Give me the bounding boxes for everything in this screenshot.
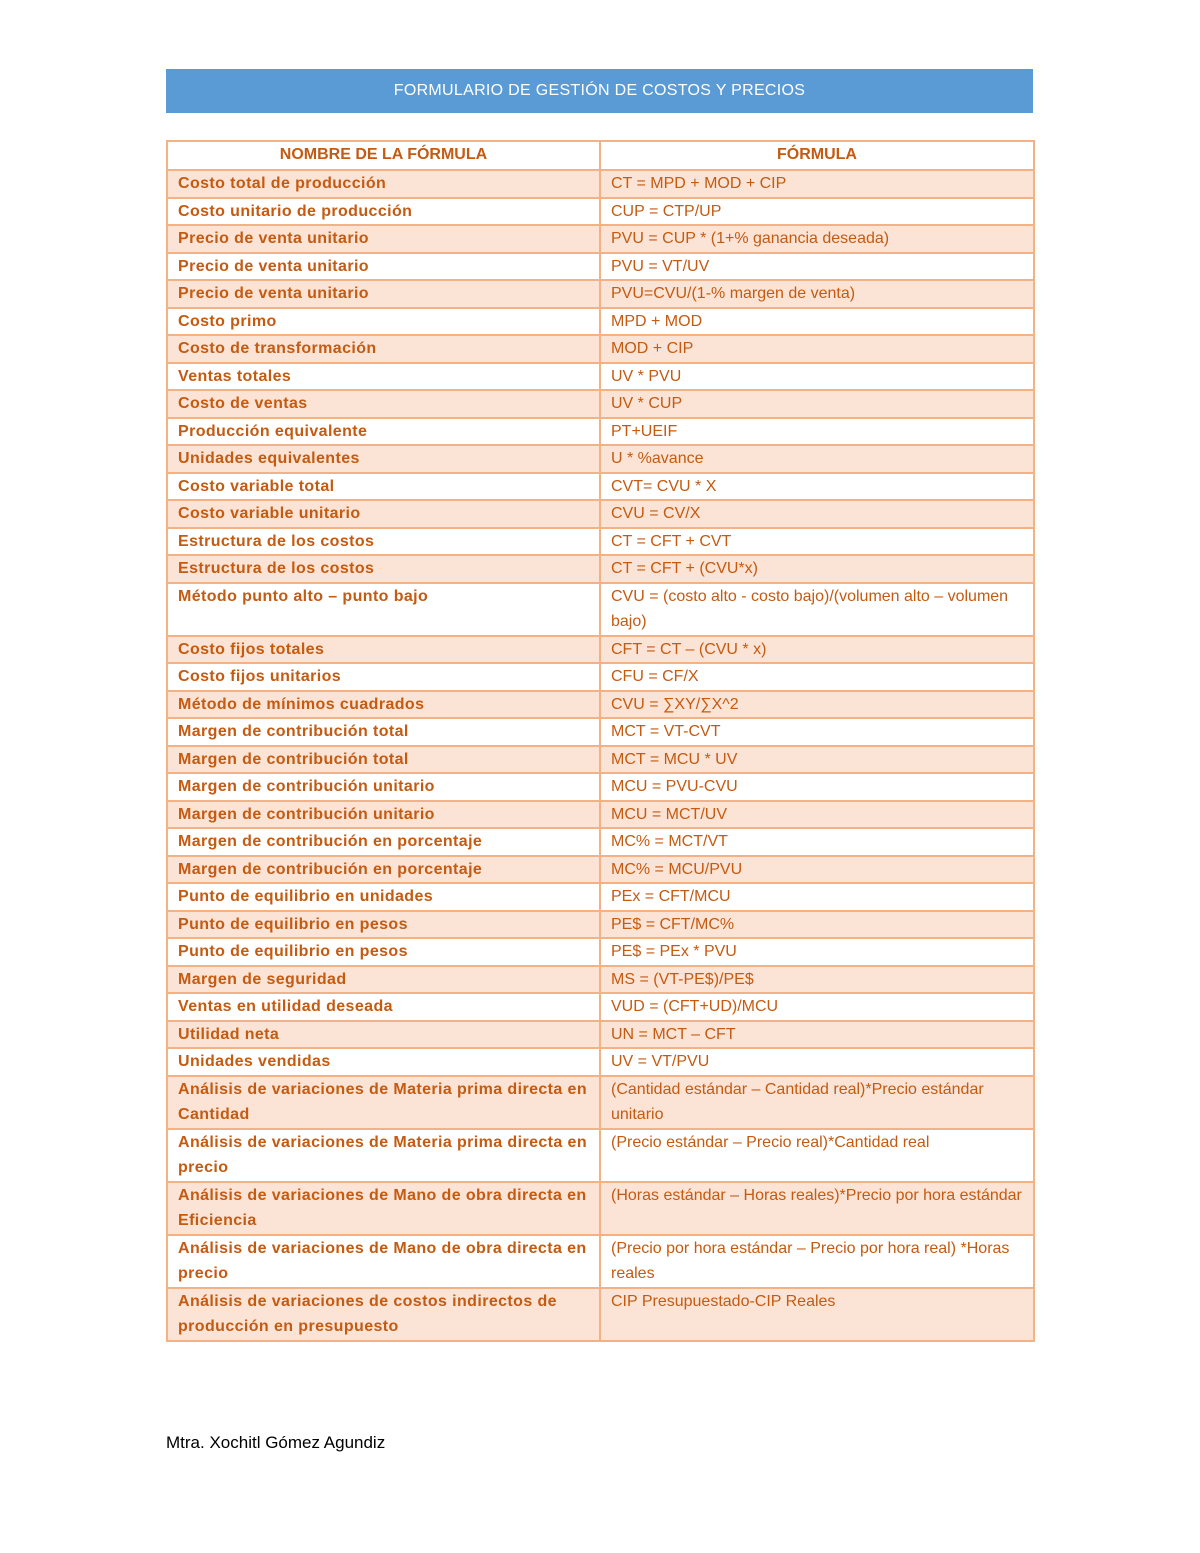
table-row [167,1182,1034,1235]
formula-cell: PEx = CFT/MCU [600,883,1034,911]
formula-name-cell: Margen de contribución unitario [167,773,600,801]
formula-name-cell: Costo variable unitario [167,500,600,528]
formula-name-cell: Precio de venta unitario [167,225,600,253]
table-row [167,473,1034,501]
table-row [167,555,1034,583]
formula-cell: UN = MCT – CFT [600,1021,1034,1049]
formula-cell: PE$ = PEx * PVU [600,938,1034,966]
table-row [167,828,1034,856]
formula-name-cell: Utilidad neta [167,1021,600,1049]
formula-cell: MC% = MCU/PVU [600,856,1034,884]
table-row [167,1048,1034,1076]
formula-cell: CT = CFT + (CVU*x) [600,555,1034,583]
table-row [167,335,1034,363]
formula-cell: CT = MPD + MOD + CIP [600,170,1034,198]
table-row [167,938,1034,966]
formula-cell: VUD = (CFT+UD)/MCU [600,993,1034,1021]
formula-cell: PT+UEIF [600,418,1034,446]
formula-name-cell: Costo fijos totales [167,636,600,664]
formula-cell: CVU = ∑XY/∑X^2 [600,691,1034,719]
table-row [167,1021,1034,1049]
table-row [167,253,1034,281]
formula-name-cell: Análisis de variaciones de Materia prima directa en precio [167,1129,600,1182]
formula-cell: CVT= CVU * X [600,473,1034,501]
formula-cell: CIP Presupuestado-CIP Reales [600,1288,1034,1341]
formula-cell: MCU = PVU-CVU [600,773,1034,801]
formula-cell: PE$ = CFT/MC% [600,911,1034,939]
formula-name-cell: Costo fijos unitarios [167,663,600,691]
formula-name-cell: Precio de venta unitario [167,280,600,308]
formula-name-cell: Punto de equilibrio en pesos [167,938,600,966]
formula-name-cell: Análisis de variaciones de Materia prima directa en Cantidad [167,1076,600,1129]
table-row [167,691,1034,719]
formula-name-cell: Precio de venta unitario [167,253,600,281]
table-row [167,801,1034,829]
table-row [167,390,1034,418]
formula-cell: (Precio por hora estándar – Precio por hora real) *Horas reales [600,1235,1034,1288]
header-formula-name: NOMBRE DE LA FÓRMULA [167,141,600,170]
formula-cell: (Precio estándar – Precio real)*Cantidad real [600,1129,1034,1182]
table-row [167,280,1034,308]
formula-name-cell: Método de mínimos cuadrados [167,691,600,719]
table-row [167,583,1034,636]
table-row [167,308,1034,336]
formula-cell: CVU = CV/X [600,500,1034,528]
formula-cell: MCU = MCT/UV [600,801,1034,829]
table-row [167,718,1034,746]
formula-name-cell: Unidades equivalentes [167,445,600,473]
page-title: FORMULARIO DE GESTIÓN DE COSTOS Y PRECIOS [166,69,1033,113]
formula-name-cell: Margen de contribución unitario [167,801,600,829]
table-row [167,500,1034,528]
formula-cell: PVU = VT/UV [600,253,1034,281]
formula-name-cell: Margen de contribución total [167,746,600,774]
table-header-row [167,141,1034,170]
formula-name-cell: Costo de transformación [167,335,600,363]
table-row [167,445,1034,473]
formula-cell: (Horas estándar – Horas reales)*Precio por hora estándar [600,1182,1034,1235]
table-row [167,225,1034,253]
table-row [167,966,1034,994]
formula-cell: CFT = CT – (CVU * x) [600,636,1034,664]
table-row [167,528,1034,556]
formula-name-cell: Análisis de variaciones de costos indirectos de producción en presupuesto [167,1288,600,1341]
formula-name-cell: Costo unitario de producción [167,198,600,226]
formula-cell: CFU = CF/X [600,663,1034,691]
table-row [167,170,1034,198]
table-row [167,636,1034,664]
formula-name-cell: Estructura de los costos [167,555,600,583]
formula-cell: MS = (VT-PE$)/PE$ [600,966,1034,994]
table-row [167,198,1034,226]
table-row [167,1076,1034,1129]
formula-cell: CUP = CTP/UP [600,198,1034,226]
table-row [167,993,1034,1021]
formula-name-cell: Ventas en utilidad deseada [167,993,600,1021]
formula-name-cell: Ventas totales [167,363,600,391]
formula-cell: MC% = MCT/VT [600,828,1034,856]
formula-name-cell: Costo de ventas [167,390,600,418]
table-row [167,418,1034,446]
formula-cell: MCT = MCU * UV [600,746,1034,774]
formula-cell: MPD + MOD [600,308,1034,336]
author-footer: Mtra. Xochitl Gómez Agundiz [166,1433,386,1452]
formula-name-cell: Punto de equilibrio en pesos [167,911,600,939]
table-row [167,363,1034,391]
formula-name-cell: Margen de contribución en porcentaje [167,856,600,884]
formula-name-cell: Margen de seguridad [167,966,600,994]
formula-cell: UV * PVU [600,363,1034,391]
formula-name-cell: Análisis de variaciones de Mano de obra directa en precio [167,1235,600,1288]
formula-name-cell: Costo total de producción [167,170,600,198]
table-row [167,856,1034,884]
header-formula: FÓRMULA [600,141,1034,170]
formula-name-cell: Costo primo [167,308,600,336]
formula-cell: MOD + CIP [600,335,1034,363]
table-row [167,773,1034,801]
formula-cell: PVU=CVU/(1-% margen de venta) [600,280,1034,308]
formula-name-cell: Unidades vendidas [167,1048,600,1076]
formula-cell: U * %avance [600,445,1034,473]
formula-name-cell: Método punto alto – punto bajo [167,583,600,636]
table-row [167,1288,1034,1341]
formula-table [166,140,1035,1342]
formula-cell: (Cantidad estándar – Cantidad real)*Precio estándar unitario [600,1076,1034,1129]
formula-name-cell: Costo variable total [167,473,600,501]
table-row [167,883,1034,911]
formula-cell: CVU = (costo alto - costo bajo)/(volumen alto – volumen bajo) [600,583,1034,636]
formula-name-cell: Margen de contribución en porcentaje [167,828,600,856]
table-row [167,911,1034,939]
formula-cell: CT = CFT + CVT [600,528,1034,556]
formula-name-cell: Punto de equilibrio en unidades [167,883,600,911]
formula-name-cell: Estructura de los costos [167,528,600,556]
formula-cell: MCT = VT-CVT [600,718,1034,746]
formula-name-cell: Análisis de variaciones de Mano de obra directa en Eficiencia [167,1182,600,1235]
table-row [167,1129,1034,1182]
formula-cell: UV * CUP [600,390,1034,418]
table-row [167,663,1034,691]
formula-cell: PVU = CUP * (1+% ganancia deseada) [600,225,1034,253]
table-row [167,746,1034,774]
formula-name-cell: Margen de contribución total [167,718,600,746]
formula-name-cell: Producción equivalente [167,418,600,446]
formula-cell: UV = VT/PVU [600,1048,1034,1076]
table-row [167,1235,1034,1288]
